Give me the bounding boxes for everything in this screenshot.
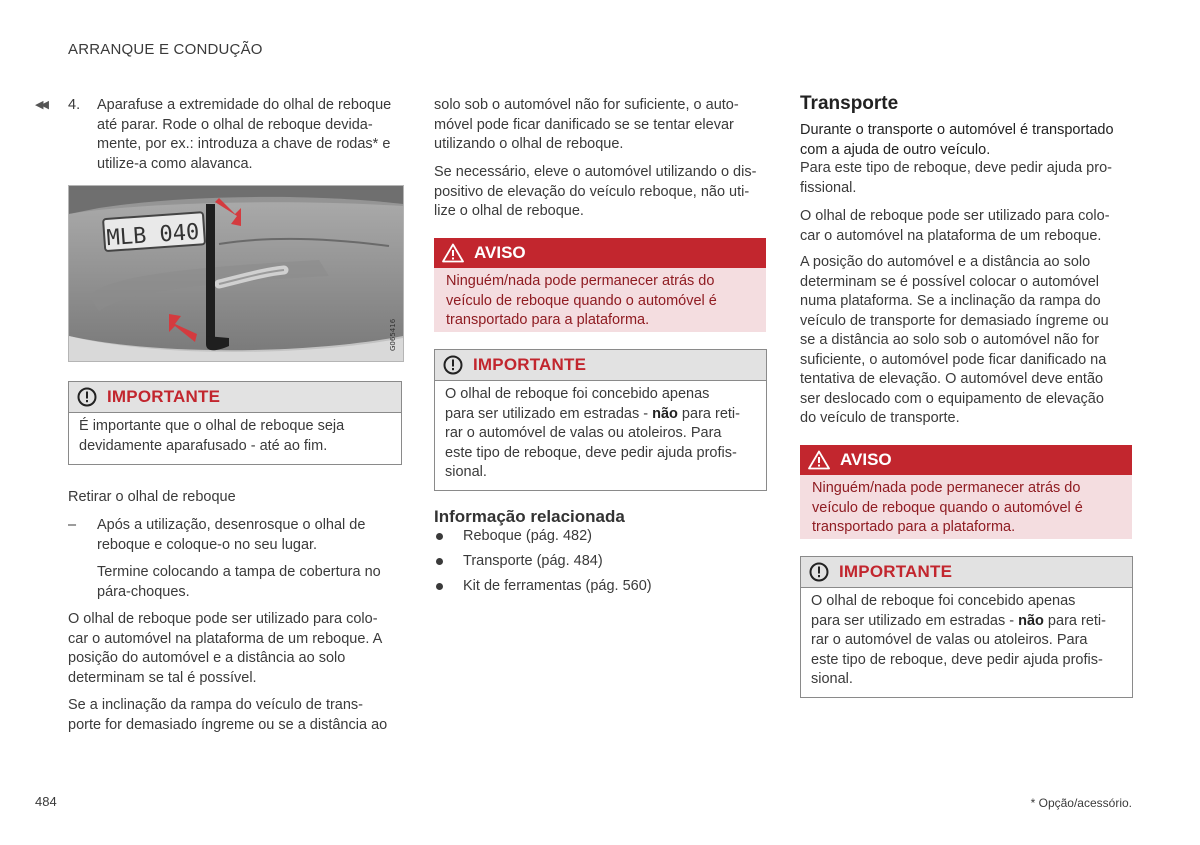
warning-notice (800, 445, 1132, 539)
bullet (436, 583, 443, 590)
important-notice-body (69, 413, 401, 464)
paragraph-line: com a ajuda de outro veículo. (800, 141, 991, 158)
paragraph-line: Se necessário, eleve o automóvel utilizando o dis- (434, 164, 757, 180)
notice-text: para ser utilizado em estradas - (811, 612, 1019, 629)
body-paragraph (434, 163, 766, 222)
transport-heading: Transporte (800, 93, 899, 114)
paragraph-line: veículo de transporte for demasiado íngreme ou (800, 312, 1109, 329)
paragraph-line: O olhal de reboque pode ser utilizado para colo- (68, 611, 378, 627)
paragraph-line: tentativa de elevação. O automóvel deve então (800, 371, 1104, 387)
warning-notice-title: AVISO (474, 243, 526, 263)
important-notice (800, 556, 1133, 698)
warning-notice (434, 238, 766, 332)
step-line: até parar. Rode o olhal de reboque devida- (97, 116, 373, 133)
page-number: 484 (35, 794, 57, 809)
important-notice-title: IMPORTANTE (107, 387, 221, 407)
body-paragraph (434, 96, 766, 155)
step-line: utilize-a como alavanca. (97, 155, 253, 172)
notice-line: Ninguém/nada pode permanecer atrás do (446, 273, 715, 289)
important-notice-title: IMPORTANTE (839, 562, 953, 582)
notice-line: transportado para a plataforma. (812, 519, 1016, 535)
important-notice-title: IMPORTANTE (473, 355, 587, 375)
notice-line (811, 612, 1122, 632)
important-notice (434, 349, 767, 491)
paragraph-line: determinam se é possível colocar o automóvel (800, 273, 1100, 290)
related-link-kit-ferramentas[interactable]: Kit de ferramentas (pág. 560) (463, 578, 652, 594)
warning-notice-header (800, 445, 1132, 475)
paragraph-line: A posição do automóvel e a distância ao solo (800, 254, 1091, 270)
paragraph-line: se a distância ao solo sob o automóvel não for (800, 332, 1100, 348)
notice-line: transportado para a plataforma. (446, 312, 650, 328)
notice-line: veículo de reboque quando o automóvel é (446, 292, 717, 309)
paragraph-line: ser deslocado com o equipamento de elevação (800, 390, 1104, 407)
previous-page-icon[interactable]: ◀◀ (35, 99, 46, 111)
paragraph-line: utilizando o olhal de reboque. (434, 136, 624, 152)
instruction-line: reboque e coloque-o no seu lugar. (97, 536, 318, 553)
paragraph-line: positivo de elevação do veículo reboque, não uti- (434, 183, 750, 200)
paragraph-line: Para este tipo de reboque, deve pedir ajuda pro- (800, 160, 1112, 176)
paragraph-line: fissional. (800, 179, 857, 196)
related-link-reboque[interactable]: Reboque (pág. 482) (463, 528, 592, 544)
notice-line: O olhal de reboque foi concebido apenas (811, 593, 1076, 609)
paragraph-line: car o automóvel na plataforma de um reboque. (800, 227, 1102, 244)
important-notice-body (435, 381, 766, 491)
notice-line: este tipo de reboque, deve pedir ajuda profis- (811, 651, 1103, 668)
figure-code: G065416 (389, 318, 397, 351)
related-link-transporte[interactable]: Transporte (pág. 484) (463, 553, 603, 569)
paragraph-line: determinam se tal é possível. (68, 669, 257, 686)
notice-text: para ser utilizado em estradas - (445, 405, 653, 422)
notice-line: rar o automóvel de valas ou atoleiros. Para (445, 425, 722, 441)
exclamation-circle-icon (77, 387, 97, 407)
body-paragraph (800, 253, 1132, 429)
notice-line (445, 405, 756, 425)
instruction-line: Após a utilização, desenrosque o olhal de (97, 517, 366, 533)
bullet (436, 533, 443, 540)
important-notice-body (801, 588, 1132, 698)
emphasis-not: não (652, 405, 678, 422)
exclamation-circle-icon (809, 562, 829, 582)
instruction-line: pára-choques. (97, 583, 190, 600)
notice-line: este tipo de reboque, deve pedir ajuda profis- (445, 444, 737, 461)
notice-text: para reti- (1043, 612, 1106, 629)
paragraph-line: Se a inclinação da rampa do veículo de trans- (68, 697, 364, 713)
warning-notice-body (800, 475, 1132, 546)
bullet (436, 558, 443, 565)
exclamation-circle-icon (443, 355, 463, 375)
body-paragraph (68, 696, 404, 735)
transport-lead (800, 121, 1132, 160)
notice-line: sional. (445, 464, 487, 480)
warning-notice-body (434, 268, 766, 339)
body-paragraph (800, 207, 1132, 246)
warning-triangle-icon (808, 450, 830, 470)
instruction-line: Termine colocando a tampa de cobertura no (97, 564, 381, 580)
paragraph-line: móvel pode ficar danificado se se tentar elevar (434, 116, 734, 133)
notice-line: Ninguém/nada pode permanecer atrás do (812, 480, 1081, 496)
warning-notice-title: AVISO (840, 450, 892, 470)
notice-line: rar o automóvel de valas ou atoleiros. Para (811, 632, 1088, 648)
paragraph-line: posição do automóvel e a distância ao solo (68, 650, 346, 666)
important-notice-header (801, 557, 1132, 588)
notice-line: É importante que o olhal de reboque seja (79, 418, 345, 434)
remove-sub-instruction (97, 563, 407, 602)
notice-line: veículo de reboque quando o automóvel é (812, 499, 1083, 516)
paragraph-line: Durante o transporte o automóvel é transportado (800, 122, 1114, 138)
section-title: ARRANQUE E CONDUÇÃO (68, 41, 263, 58)
emphasis-not: não (1018, 612, 1044, 629)
remove-instruction (97, 516, 407, 555)
paragraph-line: solo sob o automóvel não for suficiente, o auto- (434, 97, 739, 113)
paragraph-line: O olhal de reboque pode ser utilizado para colo- (800, 208, 1110, 224)
notice-text: para reti- (677, 405, 740, 422)
body-paragraph (68, 610, 404, 688)
important-notice-header (435, 350, 766, 381)
paragraph-line: lize o olhal de reboque. (434, 203, 584, 219)
paragraph-line: car o automóvel na plataforma de um reboque. A (68, 630, 383, 647)
paragraph-line: numa plataforma. Se a inclinação da rampa do (800, 293, 1101, 309)
important-notice (68, 381, 402, 465)
footnote: * Opção/acessório. (1030, 796, 1132, 810)
paragraph-line: do veículo de transporte. (800, 410, 960, 426)
towing-eye-illustration (69, 186, 403, 361)
list-dash: – (68, 517, 77, 533)
important-notice-header (69, 382, 401, 413)
step-number: 4. (68, 97, 81, 113)
warning-triangle-icon (442, 243, 464, 263)
related-info-heading: Informação relacionada (434, 507, 625, 526)
notice-line: O olhal de reboque foi concebido apenas (445, 386, 710, 402)
warning-notice-header (434, 238, 766, 268)
notice-line: sional. (811, 671, 853, 687)
step-4-text (97, 96, 407, 174)
towing-eye-figure (68, 185, 404, 362)
paragraph-line: suficiente, o automóvel pode ficar danificado na (800, 351, 1107, 368)
remove-heading: Retirar o olhal de reboque (68, 489, 236, 505)
body-paragraph (800, 159, 1132, 198)
license-plate-text: MLB 040 (105, 219, 201, 252)
step-line: Aparafuse a extremidade do olhal de reboque (97, 97, 392, 113)
step-line: mente, por ex.: introduza a chave de rodas* e (97, 136, 391, 152)
notice-line: devidamente aparafusado - até ao fim. (79, 437, 328, 454)
paragraph-line: porte for demasiado íngreme ou se a distância ao (68, 716, 388, 733)
